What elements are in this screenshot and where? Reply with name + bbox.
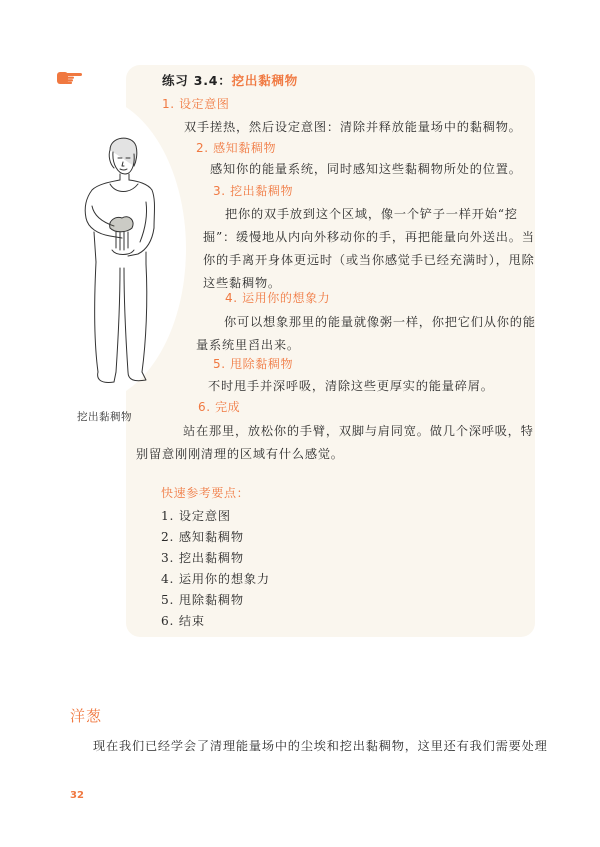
step-3-text-line-4: 这些黏稠物。	[203, 276, 281, 290]
exercise-name: 挖出黏稠物	[231, 73, 299, 88]
quick-reference-item: 1. 设定意图	[161, 509, 231, 523]
quick-reference-item: 2. 感知黏稠物	[161, 530, 244, 544]
step-5-text: 不时甩手并深呼吸，清除这些更厚实的能量碎屑。	[208, 379, 494, 393]
page-number: 32	[70, 790, 84, 801]
step-3-text-line-3: 你的手离开身体更远时（或当你感觉手已经充满时），甩除	[203, 253, 535, 267]
pointing-hand-icon	[57, 71, 83, 85]
step-4-text-line-1: 你可以想象那里的能量就像粥一样，你把它们从你的能	[224, 315, 536, 329]
section-paragraph-line: 现在我们已经学会了清理能量场中的尘埃和挖出黏稠物，这里还有我们需要处理	[93, 739, 548, 753]
exercise-title	[162, 73, 298, 89]
step-6-text-line-2: 别留意刚刚清理的区域有什么感觉。	[136, 447, 344, 461]
step-1-heading: 1. 设定意图	[162, 97, 230, 111]
step-1-text: 双手搓热，然后设定意图：清除并释放能量场中的黏稠物。	[184, 120, 522, 134]
step-3-text-line-2: 掘”：缓慢地从内向外移动你的手，再把能量向外送出。当	[203, 230, 535, 244]
step-3-heading: 3. 挖出黏稠物	[213, 184, 294, 198]
quick-reference-item: 4. 运用你的想象力	[161, 572, 270, 586]
quick-reference-item: 5. 甩除黏稠物	[161, 593, 244, 607]
step-6-heading: 6. 完成	[198, 400, 241, 414]
exercise-label: 练习 3.4：	[162, 73, 232, 88]
step-6-text-line-1: 站在那里，放松你的手臂，双脚与肩同宽。做几个深呼吸，特	[183, 424, 534, 438]
step-2-heading: 2. 感知黏稠物	[196, 141, 277, 155]
quick-reference-item: 6. 结束	[161, 614, 205, 628]
step-4-heading: 4. 运用你的想象力	[225, 291, 331, 305]
illustration-caption: 挖出黏稠物	[77, 411, 132, 423]
step-4-text-line-2: 量系统里舀出来。	[196, 338, 300, 352]
woman-illustration	[80, 132, 170, 392]
step-5-heading: 5. 甩除黏稠物	[213, 357, 294, 371]
section-heading: 洋葱	[70, 707, 103, 725]
step-3-text-line-1: 把你的双手放到这个区域，像一个铲子一样开始“挖	[225, 207, 518, 221]
step-2-text: 感知你的能量系统，同时感知这些黏稠物所处的位置。	[210, 162, 522, 176]
quick-reference-title: 快速参考要点：	[161, 486, 250, 500]
quick-reference-item: 3. 挖出黏稠物	[161, 551, 244, 565]
